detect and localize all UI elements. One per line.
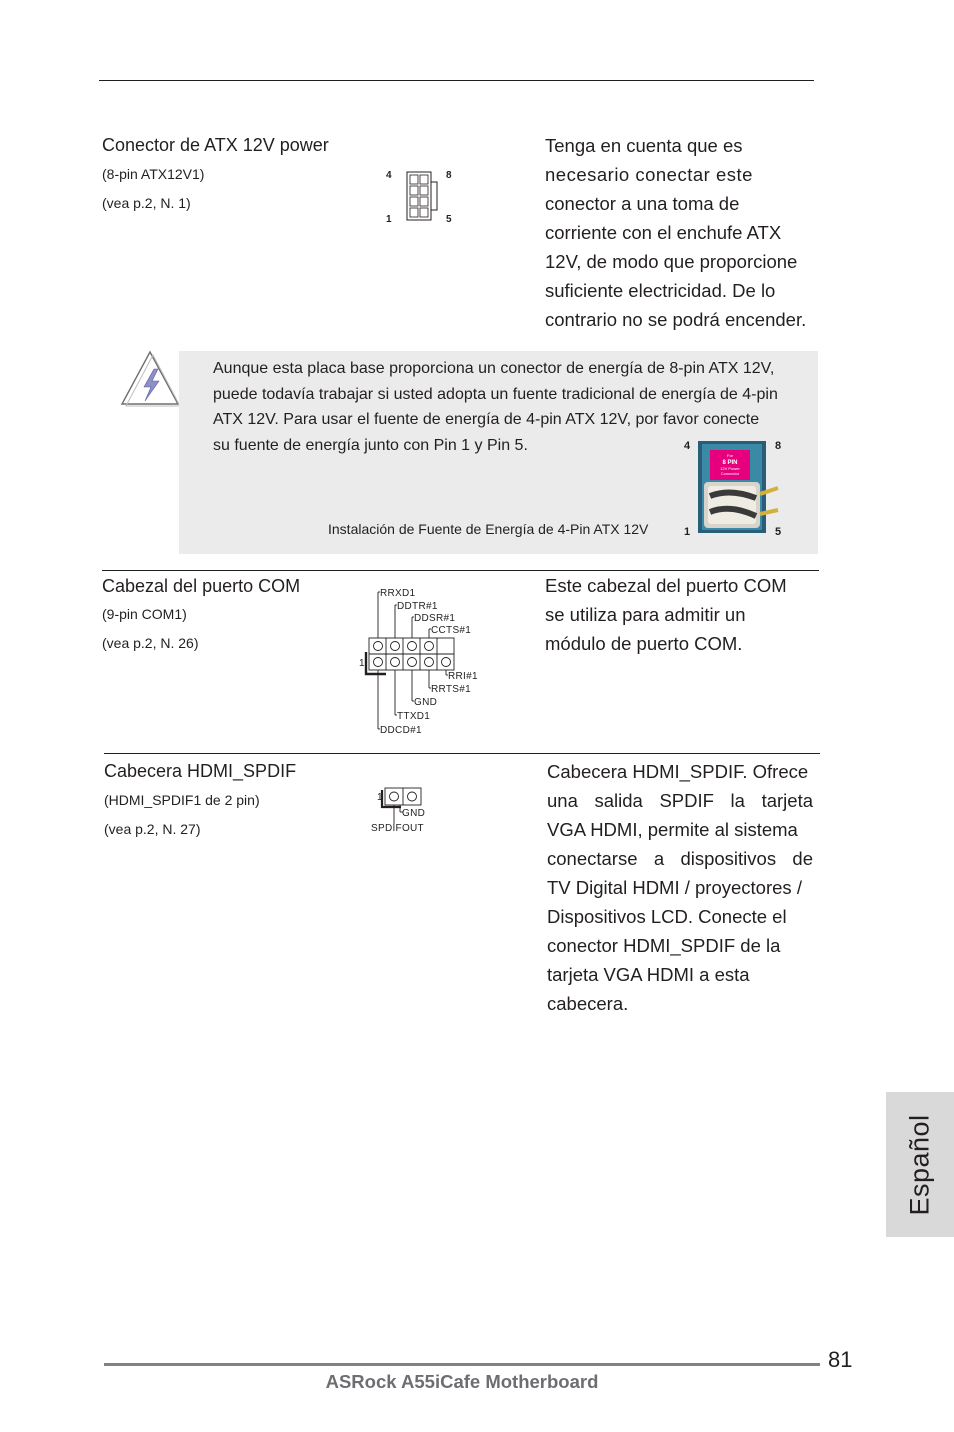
section-rule xyxy=(104,753,820,754)
desc-line: VGA HDMI, permite al sistema xyxy=(547,819,798,840)
pin-label-gnd: GND xyxy=(414,697,438,708)
pin-label-gnd: GND xyxy=(402,808,426,819)
pin-label-ddsr1: DDSR#1 xyxy=(414,613,456,624)
com-header-description xyxy=(545,571,820,658)
hdmi-spdif-description xyxy=(547,757,813,1018)
com-header-title: Cabezal del puerto COM xyxy=(102,576,301,596)
photo-pin-1: 1 xyxy=(684,526,691,538)
com-header-subtitle: (9-pin COM1) xyxy=(102,606,187,622)
hdmi-spdif-title: Cabecera HDMI_SPDIF xyxy=(104,761,297,781)
desc-line: TV Digital HDMI / proyectores / xyxy=(547,877,802,898)
power-connector-photo xyxy=(680,436,788,540)
note-line: puede todavía trabajar si usted adopta un fuente tradicional de energía de 4-pin xyxy=(213,385,778,403)
photo-pin-4: 4 xyxy=(684,440,691,452)
footer-rule xyxy=(104,1363,820,1366)
top-rule xyxy=(99,80,814,81)
photo-label-line: 8 PIN xyxy=(722,460,738,466)
photo-pin-8: 8 xyxy=(775,440,782,452)
pin-label-5: 5 xyxy=(446,214,452,225)
desc-line: necesario conectar este xyxy=(545,164,753,185)
desc-line: 12V, de modo que proporcione xyxy=(545,251,798,272)
pin-label-1: 1 xyxy=(386,214,392,225)
desc-line: Cabecera HDMI_SPDIF. Ofrece xyxy=(547,761,809,782)
pin-one-label: 1 xyxy=(359,658,365,669)
desc-line: conector a una toma de xyxy=(545,193,740,214)
photo-label-line: Connector xyxy=(720,471,740,476)
desc-line: una salida SPDIF la tarjeta xyxy=(547,790,813,811)
pin-label-8: 8 xyxy=(446,170,452,181)
desc-line: se utiliza para admitir un xyxy=(545,604,746,625)
desc-line: Tenga en cuenta que es xyxy=(545,135,743,156)
note-line: ATX 12V. Para usar el fuente de energía de 4-pin ATX 12V, por favor conecte xyxy=(213,411,760,428)
warning-icon xyxy=(118,349,182,409)
note-line: Aunque esta placa base proporciona un conector de energía de 8-pin ATX 12V, xyxy=(213,360,775,377)
pin-label-rri1: RRI#1 xyxy=(448,671,478,682)
photo-pin-5: 5 xyxy=(775,526,782,538)
desc-line: Dispositivos LCD. Conecte el xyxy=(547,906,787,927)
hdmi-spdif-reference: (vea p.2, N. 27) xyxy=(104,821,201,837)
pin-label-ddtr1: DDTR#1 xyxy=(397,601,438,612)
hdmi-spdif-subtitle: (HDMI_SPDIF1 de 2 pin) xyxy=(104,792,260,808)
desc-line: cabecera. xyxy=(547,993,629,1014)
note-caption: Instalación de Fuente de Energía de 4-Pin ATX 12V xyxy=(328,521,649,537)
hdmi-spdif-diagram xyxy=(368,786,438,838)
photo-label-line: For xyxy=(727,453,733,458)
com-header-reference: (vea p.2, N. 26) xyxy=(102,635,199,651)
page-number: 81 xyxy=(828,1347,853,1372)
atx12v-reference: (vea p.2, N. 1) xyxy=(102,195,191,211)
desc-line: suficiente electricidad. De lo xyxy=(545,280,776,301)
desc-line: módulo de puerto COM. xyxy=(545,633,743,654)
desc-line: Este cabezal del puerto COM xyxy=(545,575,787,596)
atx12v-title: Conector de ATX 12V power xyxy=(102,135,329,155)
com-header-diagram xyxy=(356,584,486,738)
desc-line: corriente con el enchufe ATX xyxy=(545,222,782,243)
pin-label-rrts1: RRTS#1 xyxy=(431,684,471,695)
photo-label-line: 12V Power xyxy=(720,466,740,471)
atx12v-connector-diagram xyxy=(380,164,460,228)
desc-line: contrario no se podrá encender. xyxy=(545,309,807,330)
language-tab xyxy=(886,1092,954,1237)
pin-label-ttxd1: TTXD1 xyxy=(397,711,431,722)
note-line: su fuente de energía junto con Pin 1 y Pin 5. xyxy=(213,436,528,454)
pin-label-ddcd1: DDCD#1 xyxy=(380,725,422,736)
pin-label-rrxd1: RRXD1 xyxy=(380,588,416,599)
footer-title: ASRock A55iCafe Motherboard xyxy=(325,1371,599,1392)
desc-line: conector HDMI_SPDIF de la xyxy=(547,935,781,956)
pin-label-4: 4 xyxy=(386,170,392,181)
pin-one-label: 1 xyxy=(377,792,383,803)
pin-label-spdifout: SPDIFOUT xyxy=(371,823,424,834)
language-tab-label: Español xyxy=(904,1113,935,1216)
desc-line: conectarse a dispositivos de xyxy=(547,848,813,869)
pin-label-ccts1: CCTS#1 xyxy=(431,625,472,636)
atx12v-subtitle: (8-pin ATX12V1) xyxy=(102,166,205,182)
desc-line: tarjeta VGA HDMI a esta xyxy=(547,964,750,985)
atx12v-description xyxy=(545,131,820,334)
